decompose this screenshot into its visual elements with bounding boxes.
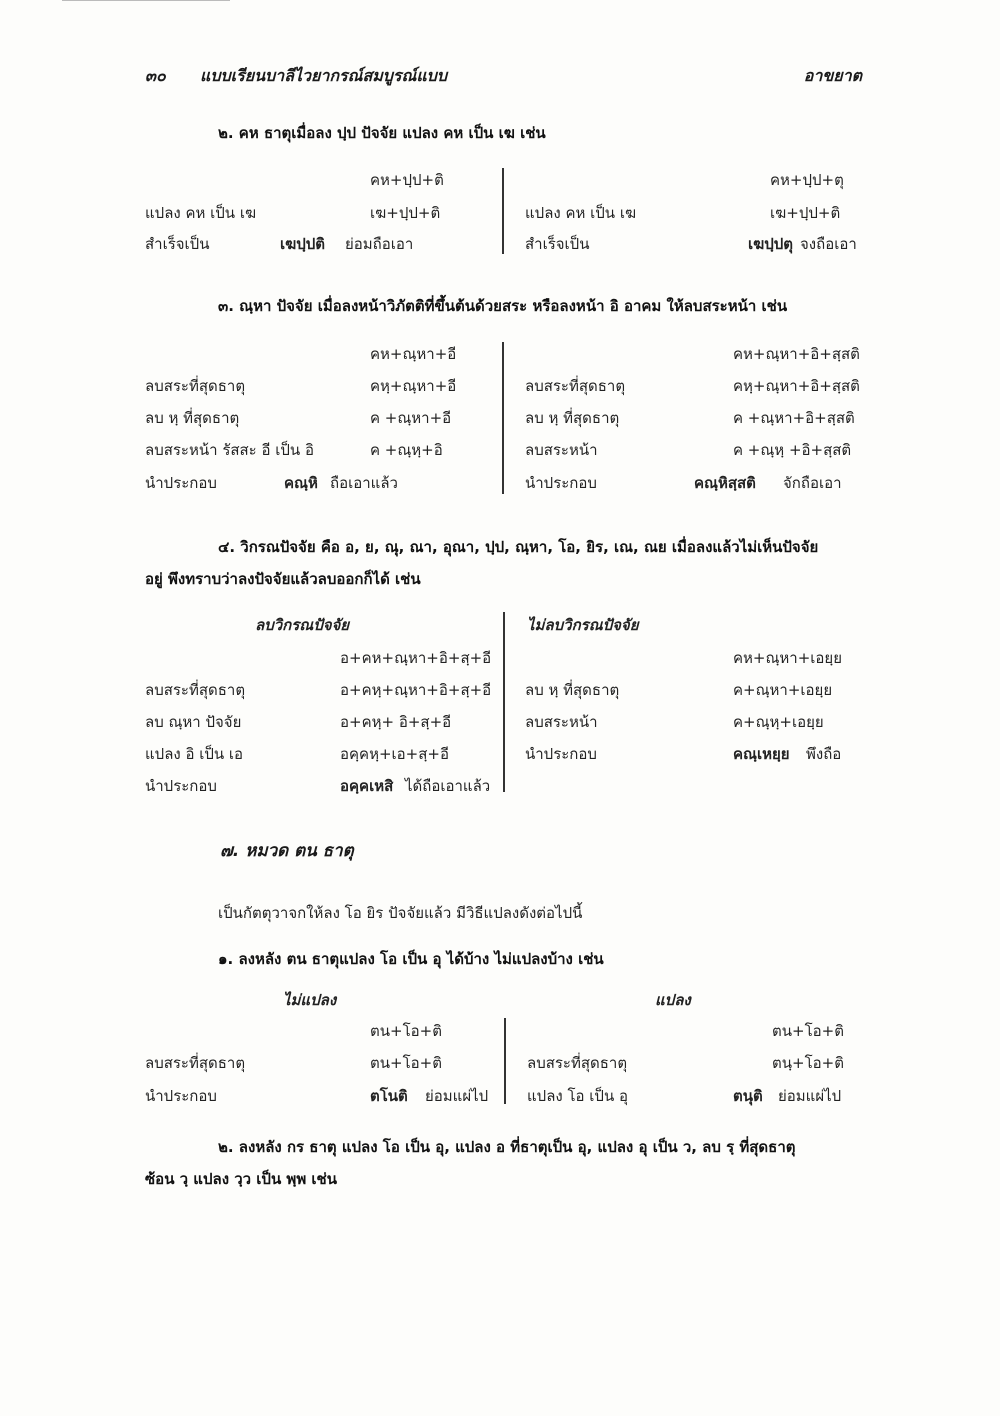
item2-left-r1: คห+ปฺป+ติ (370, 171, 444, 189)
scan-edge-line (62, 0, 230, 1)
item3-right-r2-label: ลบสระที่สุดธาตุ (525, 377, 626, 395)
section7-left-r3-label: นำประกอบ (145, 1087, 217, 1105)
section7-left-r1: ตน+โอ+ติ (370, 1022, 442, 1040)
section7-right-r3-word: ตนุติ (733, 1087, 763, 1105)
item4-left-r1: อ+คห+ณฺหา+อิ+สฺ+อี (340, 649, 492, 667)
item4-right-r2-label: ลบ หฺ ที่สุดธาตุ (525, 681, 620, 699)
item3-left-r5-label: นำประกอบ (145, 474, 217, 492)
item4-right-r4-label: นำประกอบ (525, 745, 597, 763)
item3-right-r4-label: ลบสระหน้า (525, 441, 598, 459)
section7-left-title: ไม่แปลง (283, 991, 337, 1009)
item2-divider (502, 168, 504, 254)
item4-left-r5-meaning: ได้ถือเอาแล้ว (405, 777, 491, 795)
section7-left-r2-label: ลบสระที่สุดธาตุ (145, 1054, 246, 1072)
item3-right-r5-word: คณฺหิสฺสติ (694, 474, 756, 492)
item2-right-r2-formula: เฆ+ปฺป+ติ (770, 204, 841, 222)
item4-heading-line1: ๔. วิกรณปัจจัย คือ อ, ย, ณุ, ณา, อุณา, ปฺป, ณฺหา, โอ, ยิร, เณ, ณย เมื่อลงแล้วไม่เห็นปัจจัย (218, 538, 819, 556)
item2-right-r3-word: เฆปฺปตุ (748, 235, 794, 253)
item4-right-r2-formula: ค+ณฺหา+เอยฺย (733, 681, 833, 699)
section7-right-title: แปลง (655, 991, 691, 1009)
item4-left-r2-label: ลบสระที่สุดธาตุ (145, 681, 246, 699)
item3-left-r2-formula: คหฺ+ณฺหา+อี (370, 377, 457, 395)
item4-left-title: ลบวิกรณปัจจัย (255, 616, 350, 634)
item4-heading-line2: อยู่ พึงทราบว่าลงปัจจัยแล้วลบออกก็ได้ เช่น (145, 570, 421, 588)
item3-right-r3-label: ลบ หฺ ที่สุดธาตุ (525, 409, 620, 427)
section7-divider (504, 1018, 506, 1104)
section7-right-r3-label: แปลง โอ เป็น อุ (527, 1087, 628, 1105)
item3-right-r2-formula: คหฺ+ณฺหา+อิ+สฺสติ (733, 377, 860, 395)
item4-right-r3-formula: ค+ณฺหฺ+เอยฺย (733, 713, 824, 731)
item3-right-r1: คห+ณฺหา+อิ+สฺสติ (733, 345, 860, 363)
item4-left-r4-formula: อคฺคหฺ+เอ+สฺ+อี (340, 745, 449, 763)
item3-right-r5-label: นำประกอบ (525, 474, 597, 492)
item3-left-r5-word: คณฺหิ (284, 474, 318, 492)
item4-left-r2-formula: อ+คหฺ+ณฺหา+อิ+สฺ+อี (340, 681, 492, 699)
item3-right-r5-meaning: จักถือเอา (783, 474, 842, 492)
item3-left-r4-formula: ค +ณฺหฺ+อิ (370, 441, 443, 459)
item3-divider (502, 342, 504, 494)
item2-right-r2-label: แปลง คห เป็น เฆ (525, 204, 637, 222)
item4-left-r3-label: ลบ ณฺหา ปัจจัย (145, 713, 242, 731)
section7-left-r3-meaning: ย่อมแผ่ไป (425, 1087, 489, 1105)
item2-right-r3-label: สำเร็จเป็น (525, 235, 590, 253)
section-name: อาขยาต (803, 66, 862, 85)
item2-left-r3-word: เฆปฺปติ (280, 235, 326, 253)
section7-left-r2-formula: ตน+โอ+ติ (370, 1054, 442, 1072)
item2-left-r3-meaning: ย่อมถือเอา (345, 235, 414, 253)
item4-right-r4-word: คณฺเหยฺย (733, 745, 790, 763)
section7-item1-heading: ๑. ลงหลัง ตน ธาตุแปลง โอ เป็น อุ ได้บ้าง ไม่แปลงบ้าง เช่น (218, 950, 604, 968)
item3-left-r4-label: ลบสระหน้า รัสสะ อี เป็น อิ (145, 441, 314, 459)
section7-item2-line1: ๒. ลงหลัง กร ธาตุ แปลง โอ เป็น อุ, แปลง อ ที่ธาตุเป็น อุ, แปลง อุ เป็น ว, ลบ รฺ ที่สุดธาตุ (218, 1138, 796, 1156)
item3-right-r3-formula: ค +ณฺหา+อิ+สฺสติ (733, 409, 855, 427)
item2-right-r3-meaning: จงถือเอา (800, 235, 857, 253)
section7-right-r1: ตน+โอ+ติ (772, 1022, 844, 1040)
section7-left-r3-word: ตโนติ (370, 1087, 408, 1105)
item3-left-r3-label: ลบ หฺ ที่สุดธาตุ (145, 409, 240, 427)
item4-divider (503, 612, 505, 792)
item4-right-r3-label: ลบสระหน้า (525, 713, 598, 731)
item3-left-r2-label: ลบสระที่สุดธาตุ (145, 377, 246, 395)
item3-left-r1: คห+ณฺหา+อี (370, 345, 457, 363)
item3-left-r5-meaning: ถือเอาแล้ว (330, 474, 398, 492)
section7-right-r3-meaning: ย่อมแผ่ไป (778, 1087, 842, 1105)
section7-title: ๗. หมวด ตน ธาตุ (220, 841, 354, 861)
item2-left-r2-label: แปลง คห เป็น เฆ (145, 204, 257, 222)
item4-right-r1: คห+ณฺหา+เอยฺย (733, 649, 842, 667)
item2-left-r3-label: สำเร็จเป็น (145, 235, 210, 253)
section7-intro: เป็นกัตตุวาจกให้ลง โอ ยิร ปัจจัยแล้ว มีวิธีแปลงดังต่อไปนี้ (218, 904, 583, 922)
item3-heading: ๓. ณฺหา ปัจจัย เมื่อลงหน้าวิภัตติที่ขึ้นต้นด้วยสระ หรือลงหน้า อิ อาคม ให้ลบสระหน้า เช่น (218, 297, 788, 315)
item4-right-title: ไม่ลบวิกรณปัจจัย (527, 616, 639, 634)
page-number: ๓๐ (145, 66, 166, 85)
item2-heading: ๒. คห ธาตุเมื่อลง ปฺป ปัจจัย แปลง คห เป็น เฆ เช่น (218, 124, 546, 142)
item3-right-r4-formula: ค +ณฺหฺ +อิ+สฺสติ (733, 441, 852, 459)
item2-left-r2-formula: เฆ+ปฺป+ติ (370, 204, 441, 222)
item4-left-r5-label: นำประกอบ (145, 777, 217, 795)
section7-right-r2-formula: ตนฺ+โอ+ติ (772, 1054, 844, 1072)
item4-left-r3-formula: อ+คหฺ+ อิ+สฺ+อี (340, 713, 452, 731)
section7-right-r2-label: ลบสระที่สุดธาตุ (527, 1054, 628, 1072)
item3-left-r3-formula: ค +ณฺหา+อี (370, 409, 452, 427)
book-title: แบบเรียนบาลีไวยากรณ์สมบูรณ์แบบ (200, 66, 447, 85)
item2-right-r1: คห+ปฺป+ตุ (770, 171, 844, 189)
item4-right-r4-meaning: พึงถือ (806, 745, 842, 763)
item4-left-r5-word: อคฺคเหสิ (340, 777, 394, 795)
item4-left-r4-label: แปลง อิ เป็น เอ (145, 745, 244, 763)
section7-item2-line2: ซ้อน วฺ แปลง วฺว เป็น พฺพ เช่น (145, 1170, 337, 1188)
